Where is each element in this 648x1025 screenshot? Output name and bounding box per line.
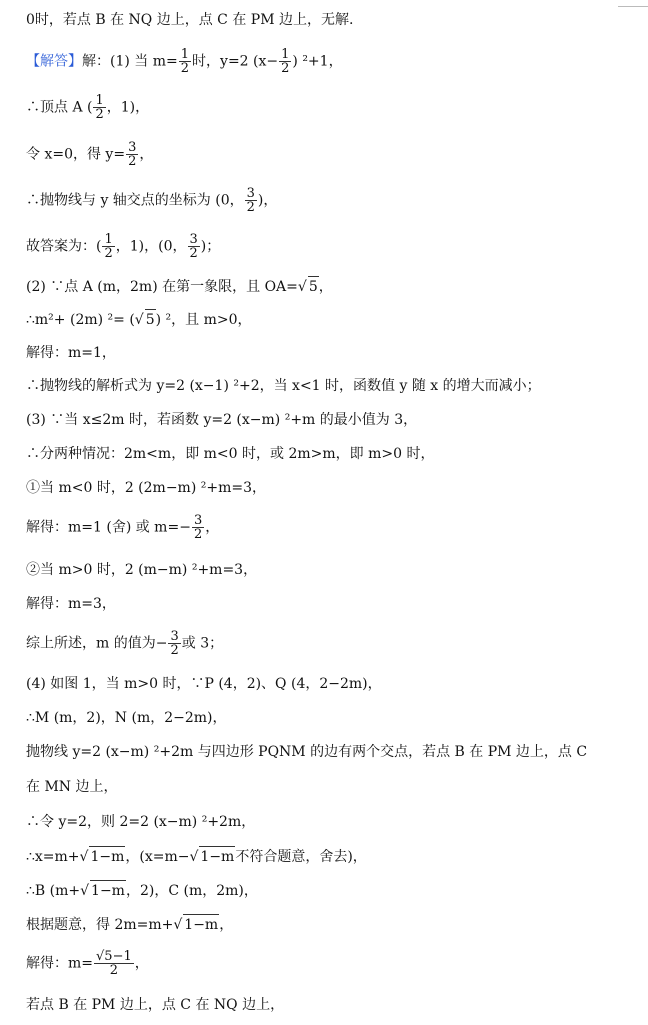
- solution-line-21: ∴令 y=2，则 2=2 (x−m) ²+2m，: [26, 814, 256, 830]
- sqrt-1-minus-m: 1−m: [183, 914, 219, 935]
- fraction: $\frac{3}{2}$: [170, 629, 179, 658]
- fraction: $\frac{1}{2}$: [281, 47, 290, 76]
- fraction: $\frac{3}{2}$: [189, 232, 198, 261]
- solution-line-17: (4) 如图 1，当 m>0 时，∵P (4，2)、Q (4，2−2m)，: [26, 676, 382, 692]
- solution-line-19: 抛物线 y=2 (x−m) ²+2m 与四边形 PQNM 的边有两个交点，若点 B 在 PM 边上，点 C: [26, 744, 588, 760]
- solution-line-2: ∴顶点 A ( $\frac{1}{2}$ ，1)，: [26, 93, 150, 122]
- solution-line-22: ∴x=m+√ 1−m，(x=m−√ 1−m不符合题意，舍去)，: [26, 846, 367, 867]
- page-corner-mark: [618, 0, 648, 7]
- solution-line-16: 综上所述，m 的值为− $\frac{3}{2}$ 或 3；: [26, 629, 224, 658]
- sqrt-1-minus-m: 1−m: [199, 846, 235, 867]
- solution-line-24: 根据题意，得 2m=m+√ 1−m，: [26, 914, 233, 935]
- solution-line-8: 解得：m=1，: [26, 345, 116, 361]
- solution-line-18: ∴M (m，2)，N (m，2−2m)，: [26, 710, 227, 726]
- solution-line-10: (3) ∵当 x≤2m 时，若函数 y=2 (x−m) ²+m 的最小值为 3，: [26, 412, 418, 428]
- solution-line-0: 0时，若点 B 在 NQ 边上，点 C 在 PM 边上，无解.: [26, 12, 354, 28]
- solution-line-13: 解得：m=1 (舍) 或 m=− $\frac{3}{2}$ ，: [26, 513, 220, 542]
- solution-line-23: ∴B (m+√ 1−m，2)，C (m，2m)，: [26, 880, 258, 901]
- fraction: $\frac{1}{2}$: [104, 232, 113, 261]
- solution-line-20: 在 MN 边上，: [26, 779, 118, 795]
- sqrt-1-minus-m: 1−m: [90, 880, 126, 901]
- solution-line-6: (2) ∵点 A (m，2m) 在第一象限，且 OA=√ 5，: [26, 276, 333, 297]
- sqrt-5: 5: [145, 309, 156, 330]
- solution-line-1: 【解答】解：(1) 当 m= $\frac{1}{2}$ 时，y=2 (x− $\frac{1}{2}$ ) ²+1，: [26, 47, 343, 76]
- solution-line-12: ①当 m<0 时，2 (2m−m) ²+m=3，: [26, 480, 266, 496]
- solution-line-11: ∴分两种情况：2m<m，即 m<0 时，或 2m>m，即 m>0 时，: [26, 446, 435, 462]
- fraction: $\frac{3}{2}$: [193, 513, 203, 542]
- solution-line-26: 若点 B 在 PM 边上，点 C 在 NQ 边上，: [26, 997, 285, 1013]
- solution-line-5: 故答案为：( $\frac{1}{2}$ ，1)，(0， $\frac{3}{2}$ )；: [26, 232, 221, 261]
- solution-line-7: ∴m²+ (2m) ²= (√ 5) ²，且 m>0，: [26, 309, 252, 330]
- solution-line-3: 令 x=0，得 y= $\frac{3}{2}$ ，: [26, 140, 154, 169]
- answer-tag: 【解答】: [26, 53, 82, 70]
- solution-line-9: ∴抛物线的解析式为 y=2 (x−1) ²+2，当 x<1 时，函数值 y 随 x 的增大而减小；: [26, 378, 541, 394]
- solution-line-14: ②当 m>0 时，2 (m−m) ²+m=3，: [26, 562, 258, 578]
- sqrt-5: 5: [308, 276, 319, 297]
- sqrt-1-minus-m: 1−m: [89, 846, 125, 867]
- fraction: $\frac{1}{2}$: [180, 47, 190, 76]
- solution-line-15: 解得：m=3，: [26, 596, 116, 612]
- fraction: $\frac{3}{2}$: [128, 140, 137, 169]
- fraction: $\frac{1}{2}$: [95, 93, 104, 122]
- fraction: $\frac{3}{2}$: [246, 186, 255, 215]
- solution-line-25: 解得：m= $\frac{√5-1}{2}$ ，: [26, 949, 149, 978]
- solution-line-4: ∴抛物线与 y 轴交点的坐标为 (0， $\frac{3}{2}$ )，: [26, 186, 278, 215]
- fraction: $\frac{√5-1}{2}$: [96, 949, 132, 978]
